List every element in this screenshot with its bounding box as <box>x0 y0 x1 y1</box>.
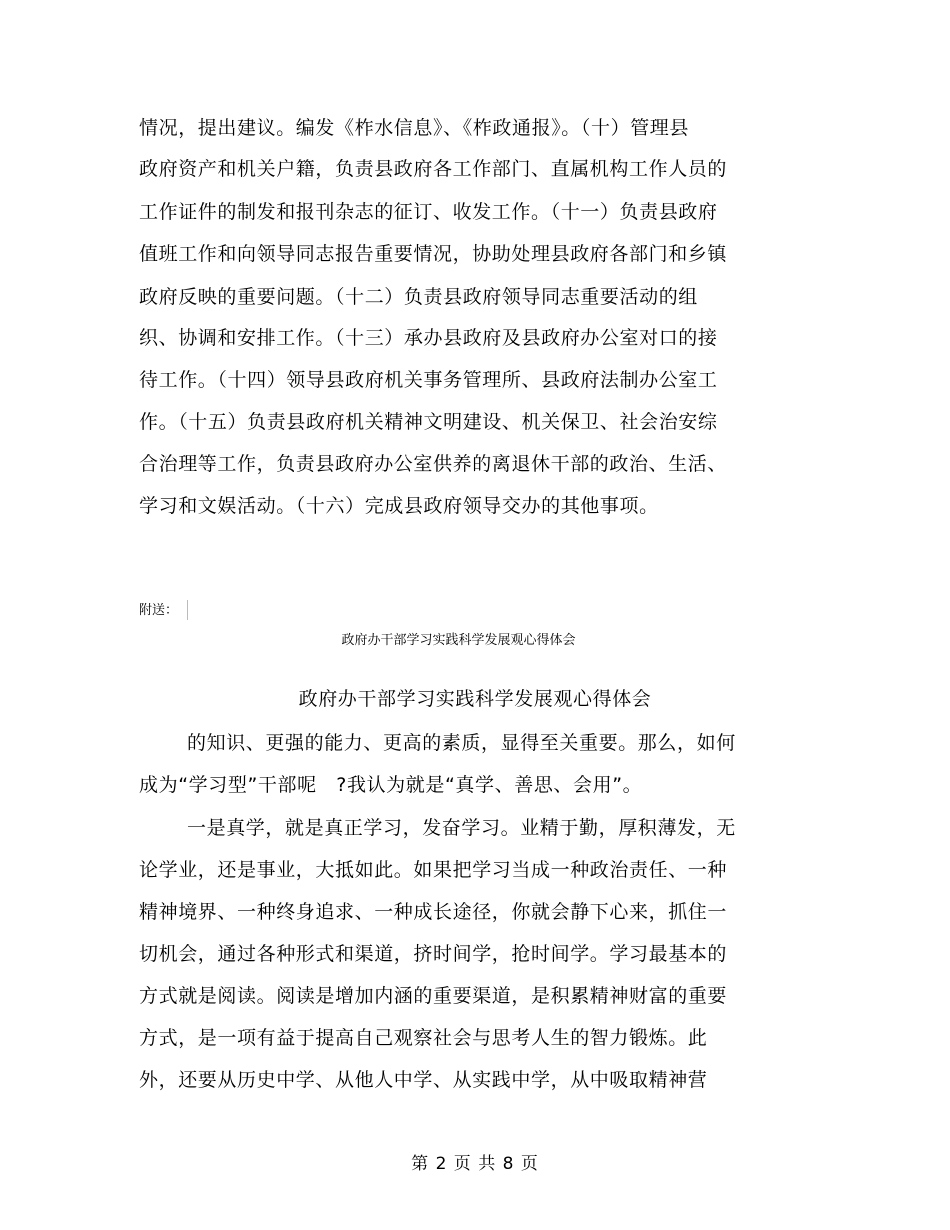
paragraph-line: 方式，是一项有益于提高自己观察社会与思考人生的智力锻炼。此 <box>139 1027 708 1049</box>
paragraph-line: 待工作。（十四）领导县政府机关事务管理所、县政府法制办公室工 <box>139 369 718 391</box>
paragraph-line: 精神境界、一种终身追求、一种成长途径，你就会静下心来，抓住一 <box>139 901 728 923</box>
paragraph-line: 的知识、更强的能力、更高的素质，显得至关重要。那么，如何 <box>187 732 736 754</box>
paragraph-line: 织、协调和安排工作。（十三）承办县政府及县政府办公室对口的接 <box>139 327 718 349</box>
paragraph-line: 外，还要从历史中学、从他人中学、从实践中学，从中吸取精神营 <box>139 1069 708 1091</box>
paragraph-line: 政府资产和机关户籍，负责县政府各工作部门、直属机构工作人员的 <box>139 158 728 180</box>
paragraph-line: 作。（十五）负责县政府机关精神文明建设、机关保卫、社会治安综 <box>139 411 718 433</box>
paragraph-line: 论学业，还是事业，大抵如此。如果把学习当成一种政治责任、一种 <box>139 859 728 881</box>
separator <box>187 600 188 620</box>
paragraph-line: 值班工作和向领导同志报告重要情况，协助处理县政府各部门和乡镇 <box>139 243 728 265</box>
paragraph-line: 成为“学习型”干部呢 ?我认为就是“真学、善思、会用”。 <box>139 774 643 796</box>
page-number: 第 2 页 共 8 页 <box>411 1154 539 1174</box>
article-title: 政府办干部学习实践科学发展观心得体会 <box>298 688 652 710</box>
paragraph-line: 一是真学，就是真正学习，发奋学习。业精于勤，厚积薄发，无 <box>187 817 736 839</box>
paragraph-line: 学习和文娱活动。（十六）完成县政府领导交办的其他事项。 <box>139 495 659 517</box>
attachment-subtitle: 政府办干部学习实践科学发展观心得体会 <box>341 633 576 648</box>
paragraph-line: 工作证件的制发和报刊杂志的征订、收发工作。（十一）负责县政府 <box>139 201 718 223</box>
paragraph-line: 方式就是阅读。阅读是增加内涵的重要渠道，是积累精神财富的重要 <box>139 985 728 1007</box>
paragraph-line: 切机会，通过各种形式和渠道，挤时间学，抢时间学。学习最基本的 <box>139 943 728 965</box>
paragraph-line: 合治理等工作，负责县政府办公室供养的离退休干部的政治、生活、 <box>139 453 728 475</box>
paragraph-line: 政府反映的重要问题。（十二）负责县政府领导同志重要活动的组 <box>139 286 698 308</box>
attachment-label: 附送： <box>139 603 179 618</box>
paragraph-line: 情况，提出建议。编发《柞水信息》、《柞政通报》。（十）管理县 <box>139 117 690 139</box>
